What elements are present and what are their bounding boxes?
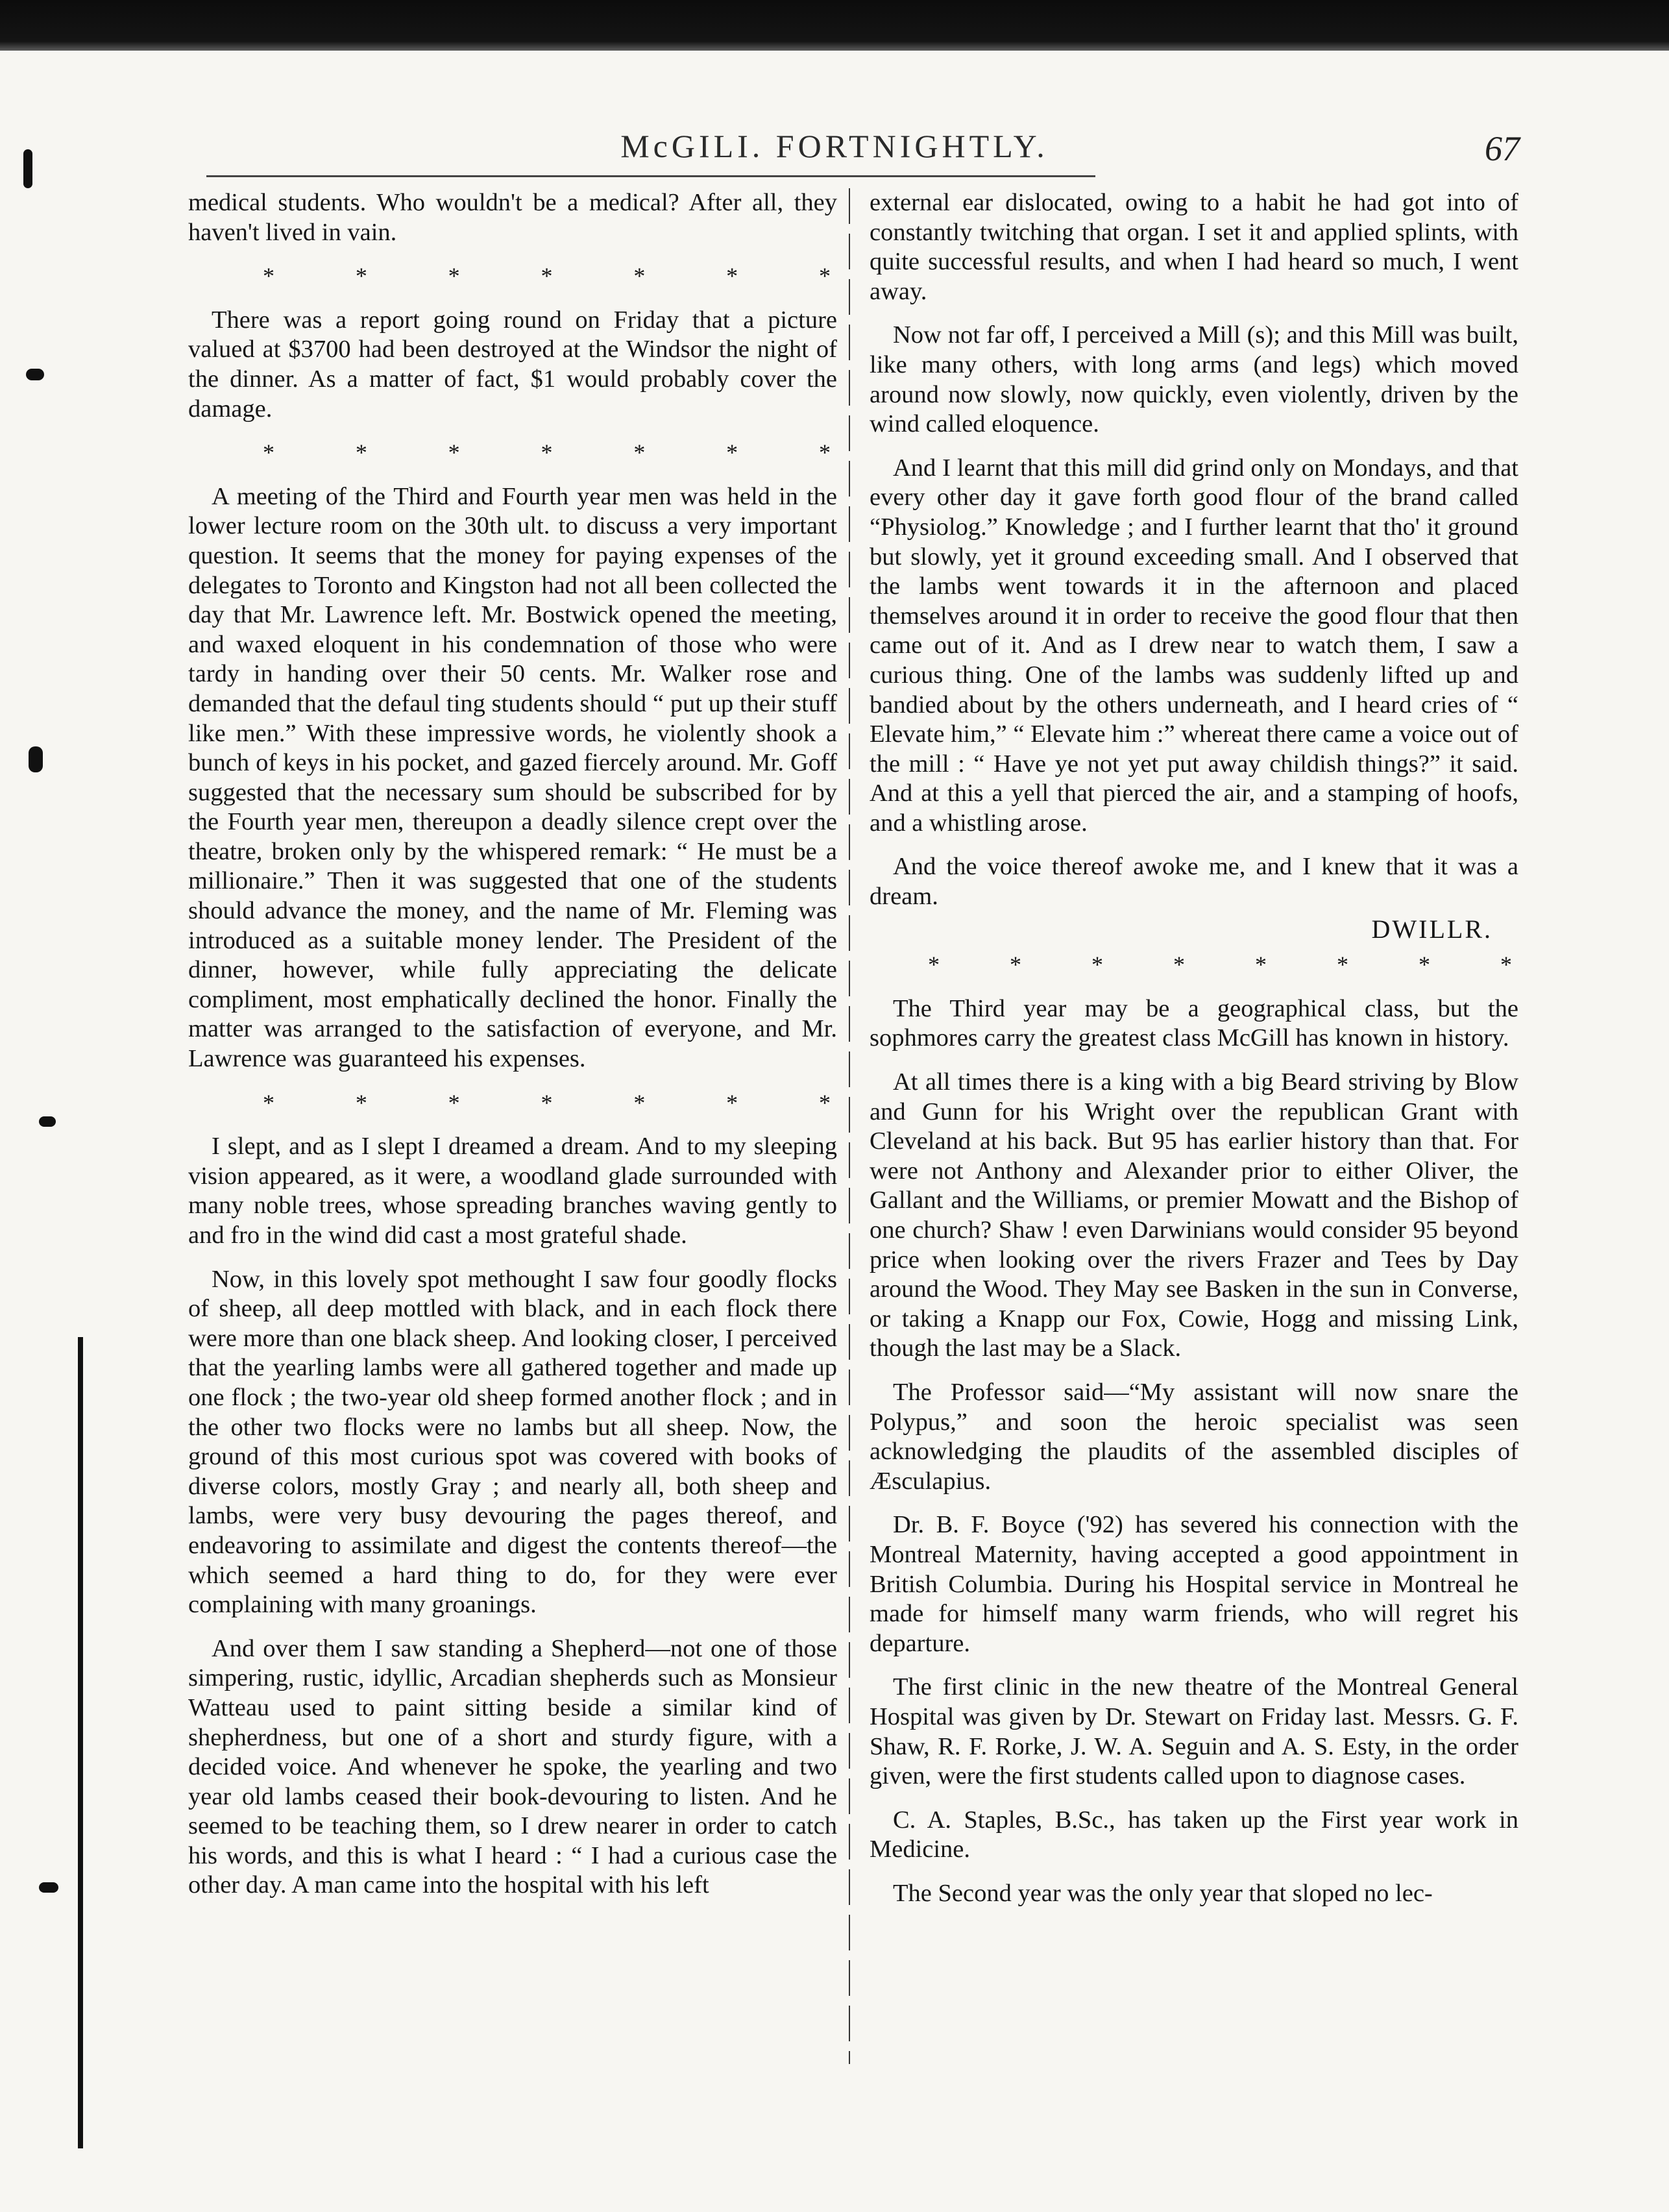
asterisk-ornament: * xyxy=(1091,952,1103,978)
asterisk-ornament: * xyxy=(263,439,274,466)
asterisk-ornament: * xyxy=(1500,952,1512,978)
header-rule xyxy=(206,175,1095,177)
asterisk-ornament: * xyxy=(448,1089,460,1116)
asterisk-ornament: * xyxy=(541,1089,553,1116)
asterisk-ornament: * xyxy=(1255,952,1267,978)
article-paragraph: Dr. B. F. Boyce ('92) has severed his connection with the Montreal Maternity, having accepted a good appointment in British Columbia. During his Hospital service in Montreal he made for himself many warm friends, who will regret his departure. xyxy=(870,1511,1518,1657)
left-column xyxy=(188,188,837,1915)
asterisk-ornament: * xyxy=(818,1089,831,1116)
margin-speck xyxy=(78,1337,83,2148)
article-paragraph: And I learnt that this mill did grind only on Mondays, and that every other day it gave forth good flour of the brand called “Physiolog.” Knowledge ; and I further learnt that tho' it ground but slowly, yet it ground exceeding small. And I observed that the lambs went towards it in the afternoon and placed themselves around it in order to receive the good flour that then came out of it. And as I drew near to watch them, I saw a curious thing. One of the lambs was suddenly lifted up and bandied about by the others underneath, and I heard cries of “ Elevate him,” “ Elevate him :” whereat there came a voice out of the mill : “ Have ye not yet put away childish things?” it said. And at this a yell that pierced the air, and a stamping of hoofs, and a whistling arose. xyxy=(870,454,1518,837)
asterisk-ornament: * xyxy=(928,952,940,978)
asterisk-ornament: * xyxy=(726,439,738,466)
section-separator xyxy=(188,262,837,291)
asterisk-ornament: * xyxy=(726,1089,738,1116)
article-paragraph: The Third year may be a geographical class, but the sophmores carry the greatest class McGill has known in history. xyxy=(870,994,1518,1052)
article-paragraph: At all times there is a king with a big Beard striving by Blow and Gunn for his Wright over the republican Grant with Cleveland at his back. But 95 has earlier history than that. For were not Anthony and Alexander prior to either Oliver, the Gallant and the Williams, or premier Mowatt and the Bishop of one church? Shaw ! even Darwinians would consider 95 beyond price when looking over the rivers Frazer and Tees by Day around the Wood. They May see Basken in the sun in Converse, or taking a Knapp our Fox, Cowie, Hogg and missing Link, though the last may be a Slack. xyxy=(870,1068,1518,1362)
asterisk-ornament: * xyxy=(1419,952,1430,978)
column-divider xyxy=(849,188,850,2064)
article-paragraph: Now, in this lovely spot methought I saw four goodly flocks of sheep, all deep mottled with black, and in each flock there were more than one black sheep. And looking closer, I perceived that the yearling lambs were all gathered together and made up one flock ; the two-year old sheep formed another flock ; and in the other two flocks were no lambs but all sheep. Now, the ground of this most curious spot was covered with books of diverse colors, mostly Gray ; and nearly all, both sheep and lambs, were very busy devouring the pages thereof, and endeavoring to assimilate and digest the contents thereof—the which seemed a hard thing to do, for they were ever complaining with many groanings. xyxy=(188,1265,837,1619)
article-paragraph: Now not far off, I perceived a Mill (s); and this Mill was built, like many others, with long arms (and legs) which moved around now slowly, now quickly, even violently, driven by the wind called eloquence. xyxy=(870,321,1518,438)
top-scan-border xyxy=(0,0,1669,51)
section-separator xyxy=(188,1088,837,1118)
asterisk-ornament: * xyxy=(448,263,460,289)
section-separator xyxy=(870,950,1518,980)
margin-speck xyxy=(39,1882,58,1893)
asterisk-ornament: * xyxy=(818,439,831,466)
article-paragraph: C. A. Staples, B.Sc., has taken up the First year work in Medicine. xyxy=(870,1806,1518,1863)
asterisk-ornament: * xyxy=(355,1089,367,1116)
asterisk-ornament: * xyxy=(263,263,274,289)
asterisk-ornament: * xyxy=(633,439,646,466)
asterisk-ornament: * xyxy=(1010,952,1021,978)
asterisk-ornament: * xyxy=(633,263,646,289)
asterisk-ornament: * xyxy=(1173,952,1185,978)
article-paragraph: A meeting of the Third and Fourth year men was held in the lower lecture room on the 30th ult. to discuss a very important question. It seems that the money for paying expenses of the delegates to Toronto and Kingston had not all been collected the day that Mr. Lawrence left. Mr. Bostwick opened the meeting, and waxed eloquent in his condemnation of those who were tardy in handing over their 50 cents. Mr. Walker rose and demanded that the defaul ting students should “ put up their stuff like men.” With these impressive words, he violently shook a bunch of keys in his pocket, and gazed fiercely around. Mr. Goff suggested that the necessary sum should be subscribed for by the Fourth year men, thereupon a deadly silence crept over the theatre, broken only by the whispered remark: “ He must be a millionaire.” Then it was suggested that one of the students should advance the money, and the name of Mr. Fleming was introduced as a suitable money lender. The President of the dinner, however, while fully appreciating the delicate compliment, most emphatically declined the honor. Finally the matter was arranged to the satisfaction of everyone, and Mr. Lawrence was guaranteed his expenses. xyxy=(188,482,837,1073)
article-paragraph: The Professor said—“My assistant will now snare the Polypus,” and soon the heroic specialist was seen acknowledging the plaudits of the assembled disciples of Æsculapius. xyxy=(870,1378,1518,1495)
page-number: 67 xyxy=(1485,129,1520,168)
asterisk-ornament: * xyxy=(1337,952,1348,978)
asterisk-ornament: * xyxy=(818,263,831,289)
article-paragraph: There was a report going round on Friday that a picture valued at $3700 had been destroyed at the Windsor the night of the dinner. As a matter of fact, $1 would probably cover the damage. xyxy=(188,306,837,423)
asterisk-ornament: * xyxy=(448,439,460,466)
author-signature: DWILLR. xyxy=(1371,914,1492,944)
asterisk-ornament: * xyxy=(263,1089,274,1116)
article-paragraph: And the voice thereof awoke me, and I knew that it was a dream. xyxy=(870,853,1518,911)
margin-speck xyxy=(23,149,32,188)
page-header-title: McGILI. FORTNIGHTLY. xyxy=(620,128,1049,164)
asterisk-ornament: * xyxy=(726,263,738,289)
article-paragraph: The first clinic in the new theatre of the Montreal General Hospital was given by Dr. Stewart on Friday last. Messrs. G. F. Shaw, R. F. Rorke, J. W. A. Seguin and A. S. Esty, in the order given, were the first students called upon to diagnose cases. xyxy=(870,1673,1518,1790)
asterisk-ornament: * xyxy=(541,263,553,289)
margin-speck xyxy=(26,369,44,380)
article-paragraph: The Second year was the only year that sloped no lec- xyxy=(893,1879,1433,1907)
article-paragraph: I slept, and as I slept I dreamed a dream. And to my sleeping vision appeared, as it were, a woodland glade surrounded with many noble trees, whose spreading branches waving gently to and fro in the wind did cast a most grateful shade. xyxy=(188,1133,837,1249)
asterisk-ornament: * xyxy=(355,439,367,466)
asterisk-ornament: * xyxy=(355,263,367,289)
article-paragraph: And over them I saw standing a Shepherd—not one of those simpering, rustic, idyllic, Arcadian shepherds such as Monsieur Watteau used to paint sitting beside a similar kind of shepherdness, but one of a short and sturdy figure, with a decided voice. And whenever he spoke, the yearling and two year old lambs ceased their book-devouring to listen. And he seemed to be teaching them, so I drew nearer in order to catch his words, and this is what I heard : “ I had a curious case the other day. A man came into the hospital with his left xyxy=(188,1634,837,1899)
section-separator xyxy=(188,438,837,468)
margin-speck xyxy=(29,746,43,772)
right-column xyxy=(870,188,1518,1923)
asterisk-ornament: * xyxy=(633,1089,646,1116)
article-paragraph: medical students. Who wouldn't be a medical? After all, they haven't lived in vain. xyxy=(188,189,837,246)
article-paragraph: external ear dislocated, owing to a habit he had got into of constantly twitching that organ. I set it and applied splints, with quite successful results, and when I had heard so much, I went away. xyxy=(870,189,1518,305)
margin-speck xyxy=(39,1116,56,1127)
asterisk-ornament: * xyxy=(541,439,553,466)
